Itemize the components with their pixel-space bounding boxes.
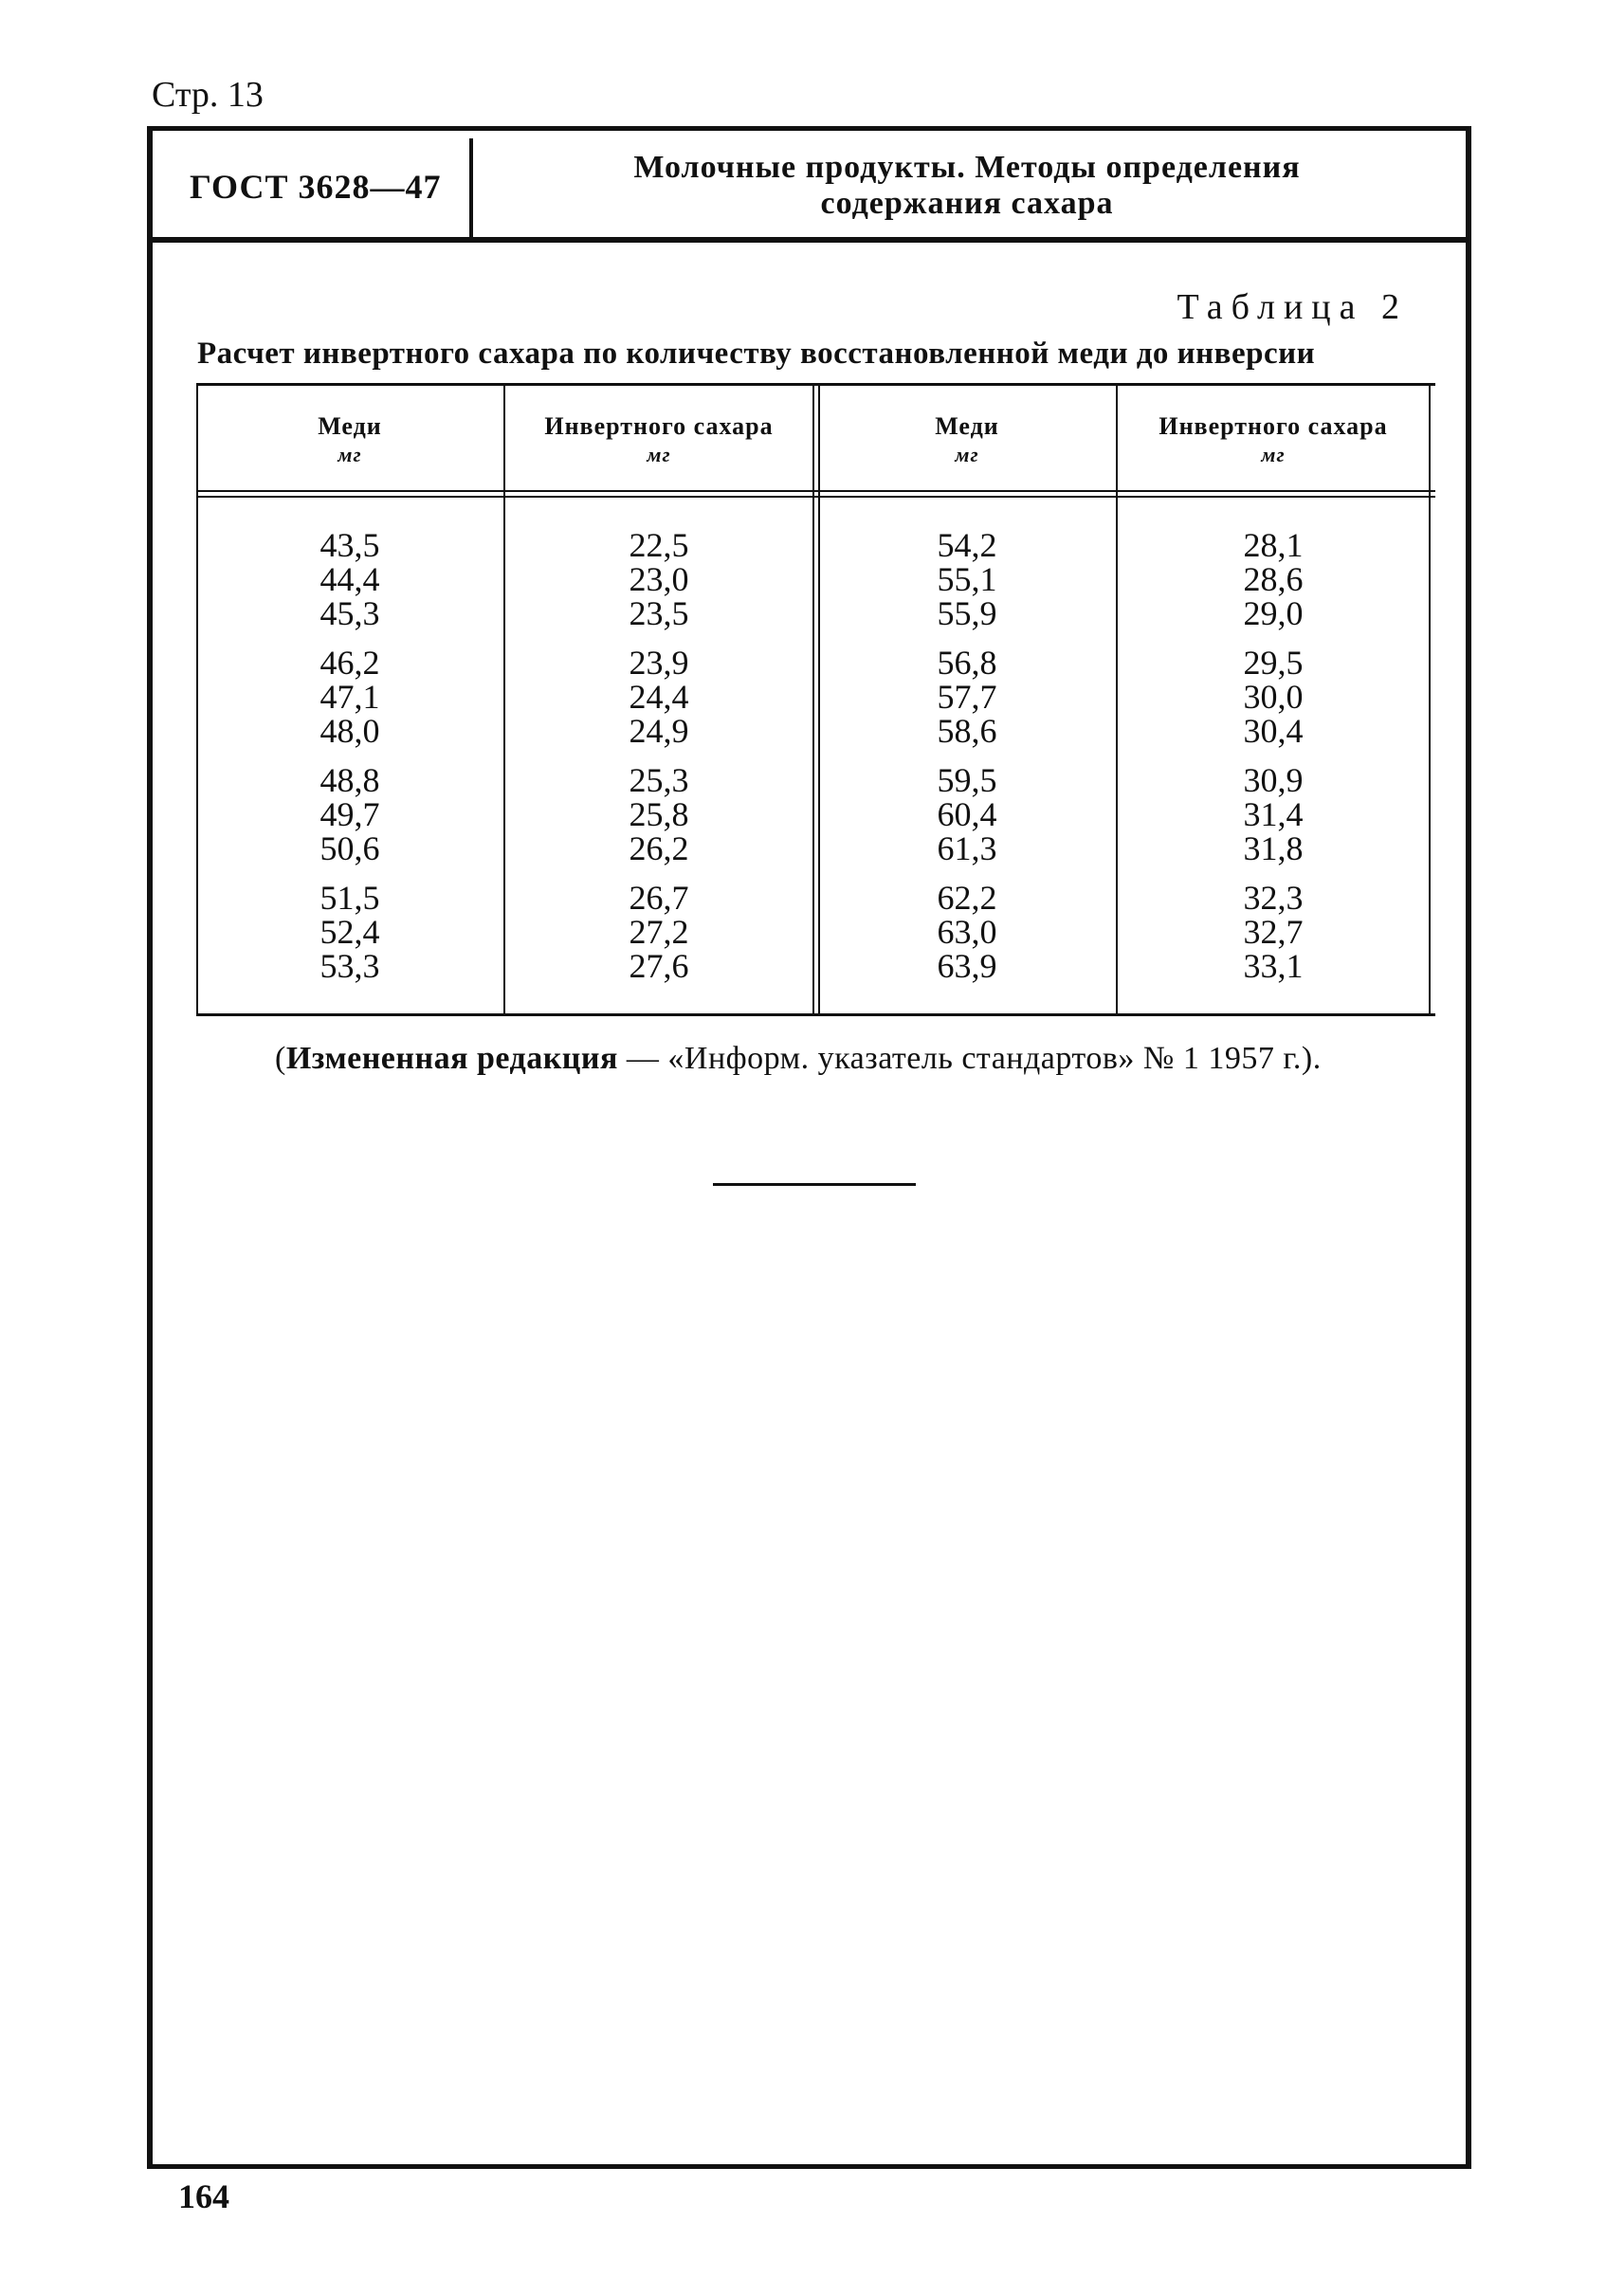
page-label: Стр. 13: [152, 75, 264, 115]
table-label: Таблица 2: [1177, 287, 1408, 327]
table-cell: 23,5: [629, 594, 689, 632]
column-header-sugar-left: [505, 412, 812, 469]
table-cell: 23,9: [629, 644, 689, 682]
table-cell: 23,0: [629, 560, 689, 598]
table-cell: 51,5: [319, 879, 380, 917]
table-cell: 48,8: [319, 761, 380, 799]
table-cell: 52,4: [319, 913, 380, 951]
table-cell: 48,0: [319, 712, 380, 750]
column-header-unit: мг: [1261, 443, 1286, 466]
column-header-name: Инвертного сахара: [544, 412, 774, 440]
column-header-unit: мг: [338, 443, 362, 466]
row-group: [505, 763, 812, 865]
table-cell: 26,7: [629, 879, 689, 917]
column-header-copper-right: [818, 412, 1116, 469]
table-cell: 50,6: [319, 829, 380, 867]
end-rule: [713, 1183, 916, 1186]
table-cell: 25,3: [629, 761, 689, 799]
table-cell: 53,3: [319, 947, 380, 985]
standard-title: [531, 150, 1403, 222]
table-cell: 63,9: [937, 947, 997, 985]
revision-note-rest: — «Информ. указатель стандартов» № 1 1957 г.).: [617, 1041, 1322, 1076]
table-cell: 55,9: [937, 594, 997, 632]
column-header-name: Инвертного сахара: [1159, 412, 1388, 440]
table-cell: 22,5: [629, 526, 689, 564]
table-cell: 56,8: [937, 644, 997, 682]
table-cell: 45,3: [319, 594, 380, 632]
row-group: [505, 881, 812, 983]
table-cell: 29,5: [1243, 644, 1304, 682]
table-cell: 44,4: [319, 560, 380, 598]
row-group: [196, 763, 503, 865]
row-group: [1118, 528, 1429, 630]
table-cell: 33,1: [1243, 947, 1304, 985]
table-cell: 30,9: [1243, 761, 1304, 799]
table-cell: 60,4: [937, 795, 997, 833]
table-cell: 24,9: [629, 712, 689, 750]
standard-title-line2: содержания сахара: [820, 186, 1114, 221]
table-caption: Расчет инвертного сахара по количеству восстановленной меди до инверсии: [197, 337, 1316, 371]
column-header-name: Меди: [318, 412, 382, 440]
row-group: [818, 646, 1116, 748]
table-cell: 57,7: [937, 678, 997, 716]
row-group: [1118, 881, 1429, 983]
row-group: [818, 763, 1116, 865]
page-number: 164: [178, 2177, 229, 2215]
row-group: [196, 528, 503, 630]
table-cell: 58,6: [937, 712, 997, 750]
table-cell: 29,0: [1243, 594, 1304, 632]
table-cell: 24,4: [629, 678, 689, 716]
data-table: [196, 383, 1435, 1016]
table-cell: 31,4: [1243, 795, 1304, 833]
table-cell: 63,0: [937, 913, 997, 951]
table-cell: 43,5: [319, 526, 380, 564]
table-cell: 54,2: [937, 526, 997, 564]
table-cell: 27,6: [629, 947, 689, 985]
table-cell: 30,0: [1243, 678, 1304, 716]
table-border-right: [1429, 386, 1431, 1013]
table-cell: 47,1: [319, 678, 380, 716]
table-cell: 26,2: [629, 829, 689, 867]
column-header-unit: мг: [955, 443, 979, 466]
table-cell: 31,8: [1243, 829, 1304, 867]
table-cell: 61,3: [937, 829, 997, 867]
row-group: [196, 881, 503, 983]
table-cell: 27,2: [629, 913, 689, 951]
header-divider: [469, 138, 473, 237]
table-cell: 55,1: [937, 560, 997, 598]
column-sugar-right: [1118, 528, 1429, 998]
standard-id: ГОСТ 3628—47: [190, 168, 442, 206]
row-group: [1118, 646, 1429, 748]
table-cell: 30,4: [1243, 712, 1304, 750]
table-cell: 28,6: [1243, 560, 1304, 598]
revision-note-open: (: [275, 1041, 286, 1076]
column-header-unit: мг: [647, 443, 671, 466]
table-cell: 46,2: [319, 644, 380, 682]
column-header-name: Меди: [935, 412, 999, 440]
revision-note: [275, 1041, 1322, 1077]
header-top-rule: [147, 126, 1471, 131]
row-group: [505, 646, 812, 748]
row-group: [196, 646, 503, 748]
column-header-copper-left: [196, 412, 503, 469]
column-header-sugar-right: [1118, 412, 1429, 469]
column-copper-right: [818, 528, 1116, 998]
row-group: [505, 528, 812, 630]
column-copper-left: [196, 528, 503, 998]
table-cell: 25,8: [629, 795, 689, 833]
table-cell: 62,2: [937, 879, 997, 917]
row-group: [818, 528, 1116, 630]
header-bottom-rule: [147, 237, 1471, 243]
standard-title-line1: Молочные продукты. Методы определения: [633, 150, 1301, 185]
center-double-divider: [812, 386, 814, 1013]
column-sugar-left: [505, 528, 812, 998]
table-cell: 28,1: [1243, 526, 1304, 564]
table-cell: 32,7: [1243, 913, 1304, 951]
header-separator-second: [196, 496, 1435, 498]
row-group: [818, 881, 1116, 983]
table-cell: 32,3: [1243, 879, 1304, 917]
table-cell: 59,5: [937, 761, 997, 799]
header-separator: [196, 490, 1435, 492]
revision-note-bold: Измененная редакция: [285, 1041, 618, 1076]
table-cell: 49,7: [319, 795, 380, 833]
row-group: [1118, 763, 1429, 865]
